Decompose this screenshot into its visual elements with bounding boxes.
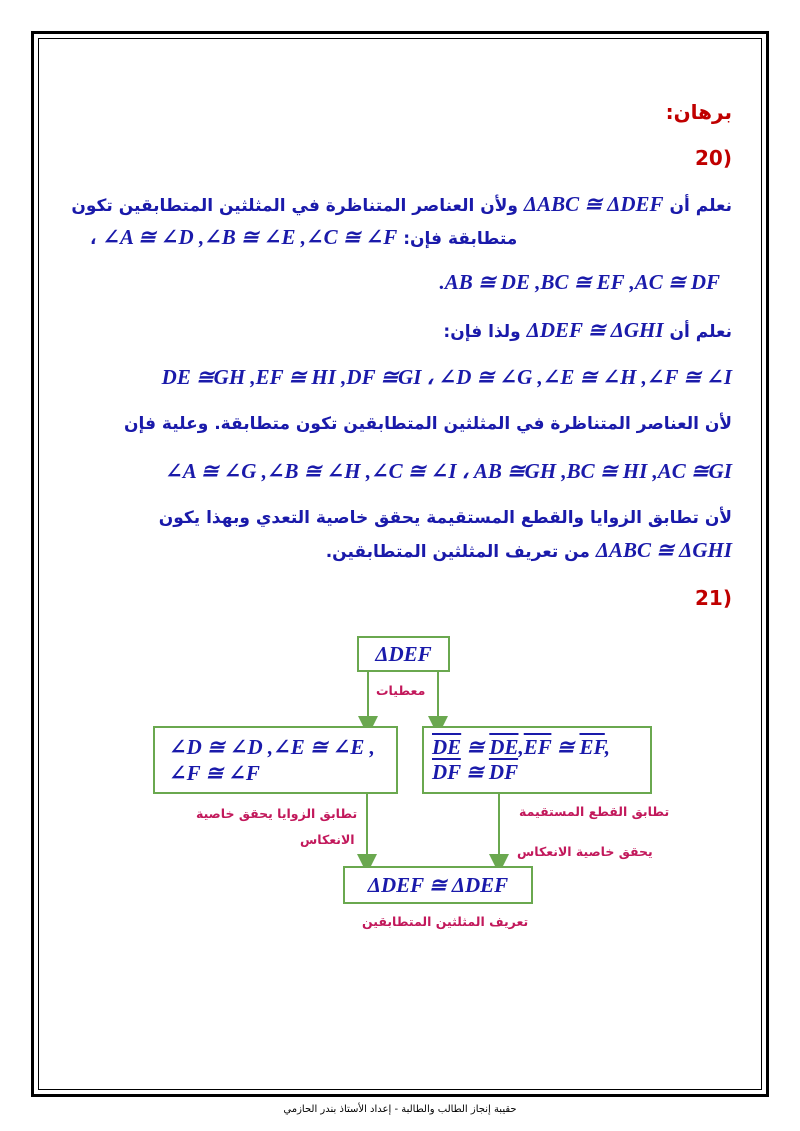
page-footer: حقيبة إنجاز الطالب والطالبة - إعداد الأستاذ بندر الحازمي	[283, 1104, 517, 1115]
label-segment-reflexive-2: يحقق خاصية الانعكاس	[517, 844, 653, 859]
label-definition: تعريف المثلثين المتطابقين	[362, 914, 529, 929]
q20-line-8: لأن تطابق الزوايا والقطع المستقيمة يحقق خاصية التعدي وبهذا يكون	[158, 508, 732, 528]
label-angle-reflexive-2: الانعكاس	[300, 832, 355, 847]
label-angle-reflexive-1: تطابق الزوايا يحقق خاصية	[196, 806, 358, 821]
label-segment-reflexive-1: تطابق القطع المستقيمة	[519, 804, 670, 819]
q20-line-5: DE ≅GH ,EF ≅ HI ,DF ≅GI ، ∠D ≅ ∠G ,∠E ≅ ∠H ,∠F ≅ ∠I	[161, 365, 732, 389]
box-segment-congruence	[422, 726, 652, 794]
label-given: معطيات	[376, 683, 426, 698]
box-conclusion: ΔDEF ≅ ΔDEF	[343, 866, 533, 904]
box-angle-congruence	[153, 726, 398, 794]
question-20-number: (20	[695, 146, 732, 170]
question-21-number: (21	[695, 586, 732, 610]
segment-congruence-line-2: $\overline{DF}$ ≅ $\overline{DF}$	[432, 760, 519, 784]
q20-line-4: نعلم أن ΔDEF ≅ ΔGHI ولذا فإن:	[443, 318, 732, 342]
q20-line-7: ∠A ≅ ∠G ,∠B ≅ ∠H ,∠C ≅ ∠I ، AB ≅GH ,BC ≅ HI ,AC ≅GI	[165, 459, 732, 483]
q20-line-1: نعلم أن ΔABC ≅ ΔDEF ولأن العناصر المتناظرة في المثلثين المتطابقين تكون	[71, 192, 732, 216]
q20-line-2: ، ∠A ≅ ∠D ,∠B ≅ ∠E ,∠C ≅ ∠F متطابقة فإن:	[90, 225, 518, 249]
angle-congruence-line-1: ∠D ≅ ∠D ,∠E ≅ ∠E ,	[169, 735, 375, 759]
proof-heading: برهان:	[665, 100, 732, 124]
q20-line-6: لأن العناصر المتناظرة في المثلثين المتطابقين تكون متطابقة. وعلية فإن	[123, 414, 732, 434]
angle-congruence-line-2: ∠F ≅ ∠F	[169, 761, 260, 785]
q20-line-3: .AB ≅ DE ,BC ≅ EF ,AC ≅ DF	[439, 270, 720, 294]
segment-congruence-line-1: $\overline{DE}$ ≅ $\overline{DE},\overline{EF}$ ≅ $\overline{EF}$,	[432, 735, 611, 759]
box-given-triangle: ΔDEF	[357, 636, 450, 672]
q20-line-9: ΔABC ≅ ΔGHI من تعريف المثلثين المتطابقين.	[325, 538, 732, 562]
